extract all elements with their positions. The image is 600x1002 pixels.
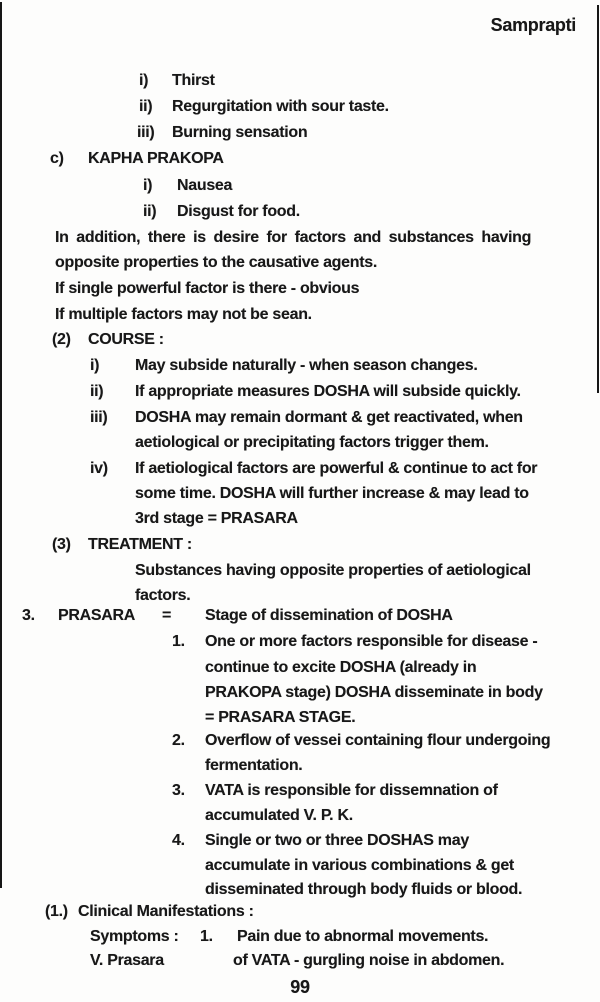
list-item-text: If aetiological factors are powerful & continue to act for	[135, 460, 538, 477]
list-marker: ii)	[90, 383, 104, 400]
section-title: KAPHA PRAKOPA	[88, 150, 224, 167]
section-marker: (3)	[52, 536, 71, 553]
section-title: PRASARA	[58, 607, 136, 624]
page-number: 99	[290, 977, 310, 997]
section-title: COURSE :	[88, 331, 164, 348]
list-marker: 3.	[172, 782, 185, 799]
row-text: of VATA - gurgling noise in abdomen.	[233, 952, 505, 969]
row-text: Pain due to abnormal movements.	[237, 928, 489, 945]
list-item-text: continue to excite DOSHA (already in	[205, 659, 477, 676]
list-marker: iv)	[90, 460, 108, 477]
definition-text: Stage of dissemination of DOSHA	[205, 607, 453, 624]
body-line: opposite properties to the causative agents.	[55, 254, 377, 271]
list-item-text: = PRASARA STAGE.	[205, 709, 356, 726]
list-item-text: Single or two or three DOSHAS may	[205, 832, 469, 849]
list-marker: ii)	[139, 98, 153, 115]
list-item-text: Overflow of vessei containing flour undergoing	[205, 732, 551, 749]
list-marker: iii)	[137, 124, 155, 141]
list-marker: 1.	[172, 633, 185, 650]
list-item-text: One or more factors responsible for disease -	[205, 633, 538, 650]
list-marker: 1.	[200, 928, 213, 945]
list-item-text: fermentation.	[205, 757, 303, 774]
list-marker: i)	[139, 72, 149, 89]
body-line: factors.	[135, 587, 191, 604]
row-label: V. Prasara	[90, 952, 164, 969]
list-marker: i)	[90, 357, 100, 374]
row-label: Symptoms :	[90, 928, 179, 945]
section-marker: (1.)	[45, 903, 68, 920]
equals-sign: =	[162, 607, 172, 624]
list-item-text: If appropriate measures DOSHA will subside quickly.	[135, 383, 521, 400]
scan-border-left	[0, 2, 2, 888]
section-number: 3.	[22, 607, 35, 624]
list-item-text: VATA is responsible for dissemnation of	[205, 782, 498, 799]
list-item-text: Thirst	[172, 72, 215, 89]
section-marker: c)	[50, 150, 64, 167]
list-item-text: May subside naturally - when season changes.	[135, 357, 478, 374]
list-item-text: disseminated through body fluids or blood.	[205, 881, 523, 898]
list-item-text: accumulate in various combinations & get	[205, 857, 514, 874]
list-item-text: PRAKOPA stage) DOSHA disseminate in body	[205, 684, 543, 701]
list-marker: 2.	[172, 732, 185, 749]
body-line: In addition, there is desire for factors and substances having	[55, 229, 532, 246]
list-item-text: 3rd stage = PRASARA	[135, 510, 298, 527]
section-marker: (2)	[52, 331, 71, 348]
running-header: Samprapti	[490, 15, 576, 35]
body-line: If multiple factors may not be sean.	[55, 306, 312, 323]
list-marker: iii)	[90, 409, 108, 426]
list-item-text: Burning sensation	[172, 124, 308, 141]
list-item-text: accumulated V. P. K.	[205, 807, 353, 824]
list-marker: i)	[143, 177, 153, 194]
section-title: TREATMENT :	[88, 536, 192, 553]
list-item-text: Regurgitation with sour taste.	[172, 98, 389, 115]
list-item-text: Nausea	[177, 177, 233, 194]
list-item-text: aetiological or precipitating factors trigger them.	[135, 434, 489, 451]
body-line: Substances having opposite properties of aetiological	[135, 562, 531, 579]
list-item-text: some time. DOSHA will further increase & may lead to	[135, 485, 529, 502]
section-title: Clinical Manifestations :	[78, 903, 254, 920]
body-line: If single powerful factor is there - obvious	[55, 280, 360, 297]
list-item-text: DOSHA may remain dormant & get reactivated, when	[135, 409, 523, 426]
list-marker: 4.	[172, 832, 185, 849]
list-marker: ii)	[143, 203, 157, 220]
scan-border-right	[597, 5, 599, 393]
list-item-text: Disgust for food.	[177, 203, 300, 220]
